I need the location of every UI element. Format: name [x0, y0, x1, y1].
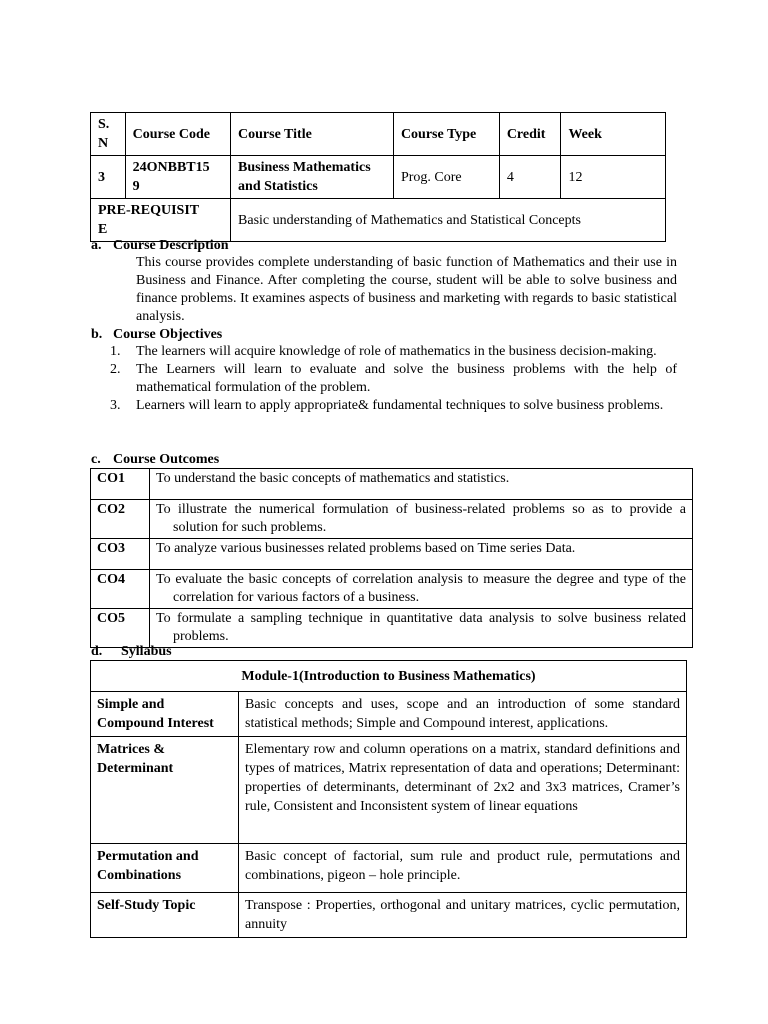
outcome-row — [91, 469, 693, 500]
outcome-text-body: To evaluate the basic concepts of correlation analysis to measure the degree and type of the correlation for various factors of a business. — [156, 572, 686, 605]
syllabus-content: Transpose : Properties, orthogonal and unitary matrices, cyclic permutation, annuity — [239, 893, 687, 938]
outcome-text-body: To illustrate the numerical formulation of business-related problems so as to provide a solution for such problems. — [156, 502, 686, 535]
outcome-text — [150, 609, 693, 648]
course-table-header-row — [91, 113, 666, 156]
outcome-row — [91, 609, 693, 648]
syllabus-content: Basic concept of factorial, sum rule and product rule, permutations and combinations, pigeon – hole principle. — [239, 844, 687, 893]
course-credit: 4 — [499, 156, 561, 199]
objective-number: 1. — [110, 344, 121, 359]
objective-item — [110, 343, 677, 361]
header-credit: Credit — [499, 113, 561, 156]
prereq-label-line1: PRE-REQUISIT — [98, 203, 200, 218]
module-title: Module-1(Introduction to Business Mathematics) — [91, 661, 687, 692]
syllabus-row — [91, 737, 687, 844]
course-code-line1: 24ONBBT15 — [132, 160, 210, 175]
section-course-outcomes-heading — [91, 451, 219, 469]
course-week: 12 — [561, 156, 666, 199]
outcome-code: CO5 — [91, 609, 150, 648]
section-b-title: Course Objectives — [113, 327, 223, 342]
syllabus-topic: Self-Study Topic — [91, 893, 239, 938]
syllabus-row — [91, 692, 687, 737]
header-course-code: Course Code — [125, 113, 230, 156]
course-type: Prog. Core — [393, 156, 499, 199]
course-code — [125, 156, 230, 199]
section-c-mark: c. — [91, 452, 101, 467]
outcome-text-body: To formulate a sampling technique in quantitative data analysis to solve business related problems. — [156, 611, 686, 644]
objective-item — [110, 361, 677, 397]
objective-number: 2. — [110, 362, 121, 377]
outcome-text-body: To understand the basic concepts of mathematics and statistics. — [156, 471, 510, 486]
objectives-list — [110, 343, 677, 415]
course-info-table — [90, 112, 666, 242]
section-d-mark: d. — [91, 644, 103, 659]
header-course-type: Course Type — [393, 113, 499, 156]
course-sn: 3 — [91, 156, 126, 199]
outcome-text-body: To analyze various businesses related problems based on Time series Data. — [156, 541, 576, 556]
outcome-row — [91, 570, 693, 609]
objective-number: 3. — [110, 398, 121, 413]
objective-item — [110, 397, 677, 415]
section-c-title: Course Outcomes — [113, 452, 220, 467]
section-syllabus-heading — [91, 643, 172, 661]
outcome-row — [91, 539, 693, 570]
section-d-title: Syllabus — [121, 644, 172, 659]
prerequisite-value: Basic understanding of Mathematics and Statistical Concepts — [231, 199, 666, 242]
syllabus-row — [91, 844, 687, 893]
outcome-text — [150, 539, 693, 570]
prerequisite-row — [91, 199, 666, 242]
header-week: Week — [561, 113, 666, 156]
outcome-code: CO3 — [91, 539, 150, 570]
section-course-objectives-heading — [91, 326, 222, 344]
header-course-title: Course Title — [231, 113, 394, 156]
header-sn: S. N — [91, 113, 126, 156]
course-table-row — [91, 156, 666, 199]
course-outcomes-table — [90, 468, 693, 648]
outcome-text — [150, 570, 693, 609]
section-a-mark: a. — [91, 238, 102, 253]
syllabus-content: Elementary row and column operations on a matrix, standard definitions and types of matrices, Matrix representation of data and operations; Determinant: properties of determinants, determinant of 2x2 and 3x3 matrices, Cramer’s rule, Consistent and Inconsistent system of linear equations — [239, 737, 687, 844]
outcome-row — [91, 500, 693, 539]
prereq-label-line2: E — [98, 222, 108, 237]
syllabus-topic: Simple and Compound Interest — [91, 692, 239, 737]
prerequisite-label — [91, 199, 231, 242]
section-a-title: Course Description — [113, 238, 229, 253]
course-title: Business Mathematics and Statistics — [231, 156, 394, 199]
section-course-description-heading — [91, 237, 229, 255]
course-code-line2: 9 — [132, 179, 140, 194]
objective-text: The learners will acquire knowledge of role of mathematics in the business decision-making. — [136, 344, 657, 359]
syllabus-row — [91, 893, 687, 938]
outcome-text — [150, 469, 693, 500]
syllabus-content: Basic concepts and uses, scope and an introduction of some standard statistical methods; Simple and Compound interest, applications. — [239, 692, 687, 737]
objective-text: The Learners will learn to evaluate and solve the business problems with the help of mathematical formulation of the problem. — [136, 362, 677, 395]
outcome-code: CO2 — [91, 500, 150, 539]
syllabus-topic: Matrices & Determinant — [91, 737, 239, 844]
syllabus-topic: Permutation and Combinations — [91, 844, 239, 893]
objective-text: Learners will learn to apply appropriate& fundamental techniques to solve business problems. — [136, 398, 664, 413]
outcome-text — [150, 500, 693, 539]
section-b-mark: b. — [91, 327, 103, 342]
outcome-code: CO1 — [91, 469, 150, 500]
outcome-code: CO4 — [91, 570, 150, 609]
course-description-text: This course provides complete understanding of basic function of Mathematics and their use in Business and Finance. After completing the course, student will be able to solve business and finance problems. It examines aspects of business and marketing with regards to basic statistical analysis. — [136, 255, 677, 324]
module-title-row — [91, 661, 687, 692]
syllabus-table — [90, 660, 687, 938]
